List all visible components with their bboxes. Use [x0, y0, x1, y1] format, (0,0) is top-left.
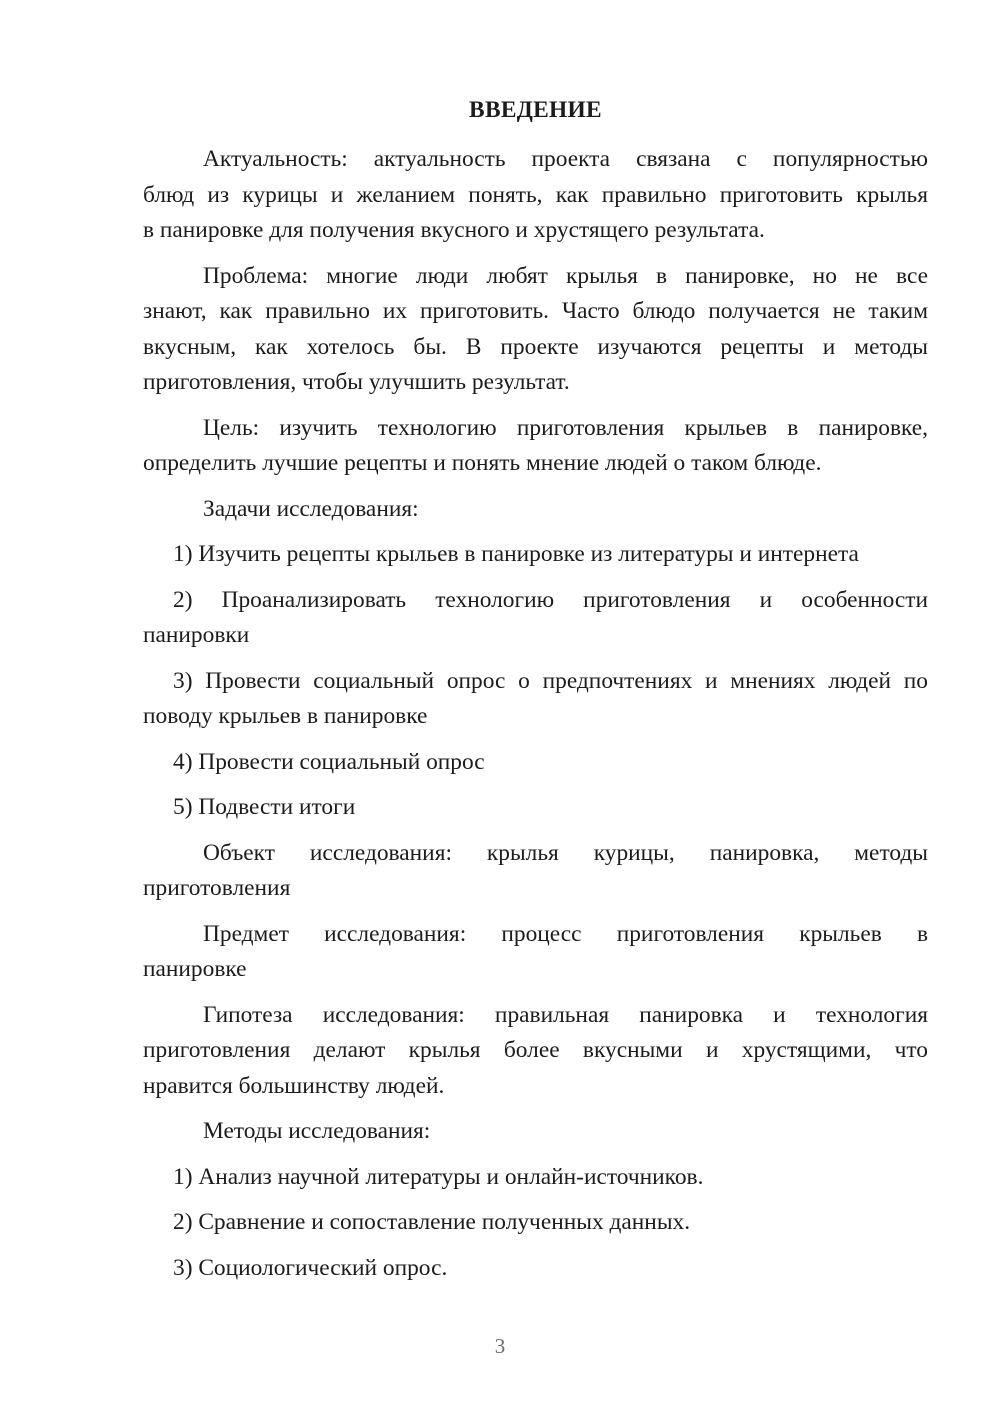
- task-item-3: [143, 664, 928, 735]
- object-line-2: приготовления: [143, 875, 291, 901]
- task-item-2-line-2: панировки: [143, 622, 250, 648]
- task-item-3-line-2: поводу крыльев в панировке: [143, 703, 428, 729]
- task-item-2-line-1: 2) Проанализировать технологию приготовления и особенности: [173, 586, 928, 613]
- goal-line-2: определить лучшие рецепты и понять мнение людей о таком блюде.: [143, 450, 822, 476]
- document-page: [143, 88, 928, 1296]
- goal-paragraph: [143, 411, 928, 482]
- subject-line-1: Предмет исследования: процесс приготовления крыльев в: [203, 920, 928, 947]
- problem-line-1: Проблема: многие люди любят крылья в панировке, но не все: [203, 262, 928, 289]
- page-title: ВВЕДЕНИЕ: [469, 97, 602, 123]
- method-item-2: 2) Сравнение и сопоставление полученных данных.: [173, 1209, 691, 1235]
- task-item-4: 4) Провести социальный опрос: [173, 748, 485, 775]
- task-item-3-line-1: 3) Провести социальный опрос о предпочтениях и мнениях людей по: [173, 667, 928, 694]
- problem-line-2: знают, как правильно их приготовить. Часто блюдо получается не таким: [143, 298, 928, 324]
- problem-line-3: вкусным, как хотелось бы. В проекте изучаются рецепты и методы: [143, 333, 928, 360]
- hypothesis-line-3: нравится большинству людей.: [143, 1072, 445, 1099]
- subject-paragraph: [143, 917, 928, 988]
- page-number: 3: [494, 1334, 506, 1358]
- method-item-1: 1) Анализ научной литературы и онлайн-источников.: [173, 1163, 704, 1190]
- task-item-2: [143, 583, 928, 654]
- hypothesis-paragraph: [143, 998, 928, 1105]
- problem-line-4: приготовления, чтобы улучшить результат.: [143, 369, 570, 395]
- subject-line-2: панировке: [143, 956, 247, 982]
- hypothesis-line-1: Гипотеза исследования: правильная панировка и технология: [203, 1001, 928, 1028]
- relevance-line-2: блюд из курицы и желанием понять, как правильно приготовить крылья: [143, 181, 928, 208]
- tasks-heading: Задачи исследования:: [203, 495, 419, 522]
- task-item-1: 1) Изучить рецепты крыльев в панировке из литературы и интернета: [173, 541, 859, 567]
- object-line-1: Объект исследования: крылья курицы, панировка, методы: [203, 839, 928, 866]
- hypothesis-line-2: приготовления делают крылья более вкусными и хрустящими, что: [143, 1037, 928, 1063]
- goal-line-1: Цель: изучить технологию приготовления крыльев в панировке,: [203, 414, 928, 441]
- object-paragraph: [143, 836, 928, 907]
- relevance-paragraph: [143, 142, 928, 249]
- problem-paragraph: [143, 259, 928, 401]
- methods-heading: Методы исследования:: [203, 1118, 431, 1144]
- relevance-line-3: в панировке для получения вкусного и хрустящего результата.: [143, 217, 765, 243]
- relevance-line-1: Актуальность: актуальность проекта связана с популярностью: [203, 146, 928, 172]
- task-item-5: 5) Подвести итоги: [173, 794, 356, 820]
- method-item-3: 3) Социологический опрос.: [173, 1254, 448, 1281]
